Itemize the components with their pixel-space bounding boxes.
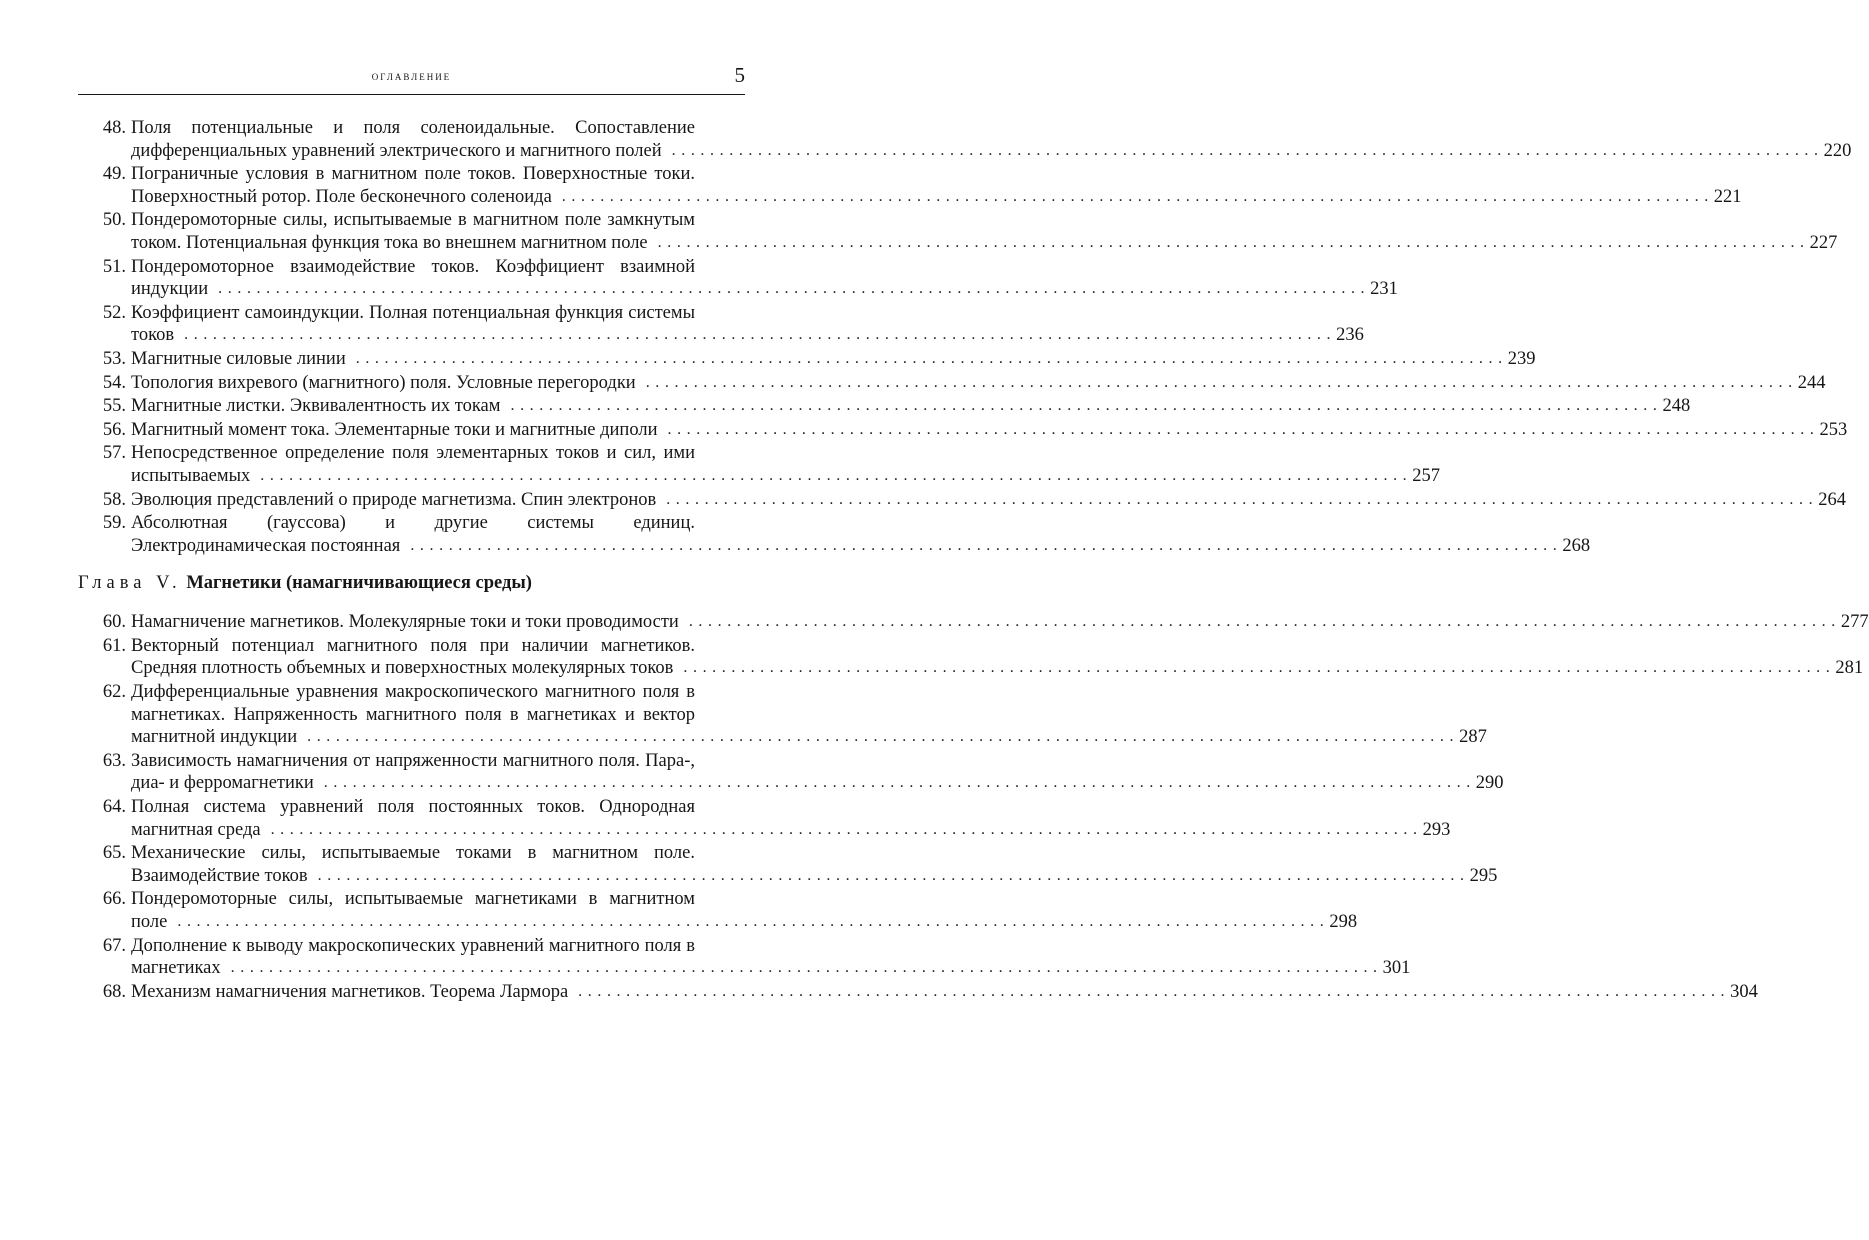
toc-entry[interactable]: [78, 209, 1838, 254]
section-title: Зависимость намагничения от напряженности магнитного поля. Пара-, диа- и ферромагнетики: [131, 750, 695, 794]
page-ref: 277: [1840, 612, 1869, 633]
section-title: Пондеромоторные силы, испытываемые в магнитном поле замкнутым током. Потенциальная функция тока во внешнем магнитном поле: [131, 210, 695, 253]
dot-leader: ........................................................................................................................: [561, 187, 1714, 205]
section-number: 53.: [102, 348, 126, 369]
section-title: Магнитный момент тока. Элементарные токи и магнитные диполи: [131, 419, 658, 440]
section-number: 57.: [102, 443, 126, 464]
page-ref: 239: [1507, 348, 1536, 369]
section-title: Коэффициент самоиндукции. Полная потенциальная функция системы токов: [131, 302, 695, 346]
section-title: Дополнение к выводу макроскопических уравнений магнитного поля в магнетиках: [131, 935, 695, 979]
section-number: 58.: [102, 489, 126, 510]
toc-entry[interactable]: [78, 348, 1536, 371]
section-number: 66.: [102, 889, 126, 910]
page-number: 5: [734, 63, 745, 87]
section-number: 67.: [102, 935, 126, 956]
section-number: 48.: [102, 118, 126, 138]
dot-leader: ........................................................................................................................: [184, 326, 1337, 344]
page-ref: 264: [1818, 489, 1846, 510]
section-number: 54.: [102, 372, 126, 393]
dot-leader: ........................................................................................................................: [218, 280, 1371, 298]
toc-entry[interactable]: [78, 681, 1487, 749]
toc-entry[interactable]: [78, 512, 1591, 557]
page-header: [78, 64, 745, 95]
section-title: Магнитные силовые линии: [131, 348, 346, 369]
section-number: 68.: [102, 981, 126, 1002]
dot-leader: ........................................................................................................................: [323, 774, 1476, 792]
section-number: 64.: [102, 797, 126, 818]
section-title: Намагничение магнетиков. Молекулярные токи и токи проводимости: [131, 612, 679, 633]
toc-entry[interactable]: [78, 842, 1498, 887]
toc-entry[interactable]: [78, 117, 1852, 162]
toc-entry[interactable]: [78, 489, 1846, 512]
dot-leader: ........................................................................................................................: [688, 613, 1841, 631]
page-ref: 290: [1475, 773, 1504, 794]
page-ref: 236: [1336, 325, 1364, 346]
toc-entry[interactable]: [78, 635, 1864, 680]
page-ref: 244: [1797, 372, 1826, 393]
page-ref: 231: [1370, 279, 1398, 300]
section-title: Пондеромоторные силы, испытываемые магнетиками в магнитном поле: [131, 889, 695, 932]
dot-leader: ........................................................................................................................: [578, 982, 1731, 1000]
dot-leader: ........................................................................................................................: [683, 659, 1836, 677]
chapter-title: Магнетики (намагничивающиеся среды): [186, 573, 532, 594]
section-title: Непосредственное определение поля элементарных токов и сил, ими испытываемых: [131, 443, 695, 486]
toc-entry[interactable]: [78, 163, 1742, 208]
dot-leader: ........................................................................................................................: [260, 466, 1413, 484]
toc-entry[interactable]: [78, 256, 1398, 301]
page-ref: 295: [1469, 865, 1498, 886]
section-title: Дифференциальные уравнения макроскопического магнитного поля в магнетиках. Напряженность магнитного поля в магнетиках и вектор магнитной индукции: [131, 682, 695, 748]
page-ref: 268: [1562, 535, 1591, 556]
leader-line: [688, 611, 1869, 634]
chapter-label: Глава V.: [78, 573, 182, 594]
page-ref: 248: [1662, 396, 1691, 417]
toc-entry[interactable]: [78, 395, 1691, 418]
toc-entry[interactable]: [78, 302, 1364, 347]
section-number: 62.: [102, 682, 126, 703]
section-number: 55.: [102, 396, 126, 417]
toc-entry[interactable]: [78, 442, 1441, 487]
section-number: 60.: [102, 612, 126, 633]
section-number: 49.: [102, 164, 126, 185]
toc-entry[interactable]: [78, 372, 1826, 395]
toc-entry[interactable]: [78, 796, 1451, 841]
dot-leader: ........................................................................................................................: [230, 959, 1383, 977]
section-title: Магнитные листки. Эквивалентность их токам: [131, 396, 501, 417]
dot-leader: ........................................................................................................................: [317, 866, 1470, 884]
page-ref: 220: [1823, 140, 1852, 161]
page-ref: 287: [1459, 727, 1487, 748]
dot-leader: ........................................................................................................................: [307, 728, 1460, 746]
running-title: оглавление: [371, 68, 452, 83]
toc-entry[interactable]: [78, 611, 1869, 634]
chapter-heading: [78, 571, 745, 595]
page-ref: 257: [1412, 465, 1441, 486]
page-ref: 227: [1809, 232, 1838, 253]
section-number: 56.: [102, 419, 126, 440]
dot-leader: ........................................................................................................................: [666, 490, 1819, 508]
section-title: Поля потенциальные и поля соленоидальные. Сопоставление дифференциальных уравнений электрического и магнитного полей: [131, 118, 695, 161]
page-ref: 293: [1422, 819, 1451, 840]
page-ref: 304: [1730, 981, 1758, 1002]
section-number: 50.: [102, 210, 126, 231]
dot-leader: ........................................................................................................................: [667, 420, 1820, 438]
table-of-contents: [78, 117, 1869, 1004]
page-ref: 298: [1329, 912, 1358, 932]
section-number: 61.: [102, 635, 126, 656]
section-title: Векторный потенциал магнитного поля при наличии магнетиков. Средняя плотность объемных и поверхностных молекулярных токов: [131, 635, 695, 679]
section-title: Механизм намагничения магнетиков. Теорема Лармора: [131, 981, 569, 1002]
toc-entry[interactable]: [78, 935, 1411, 980]
section-number: 59.: [102, 513, 126, 534]
page-ref: 221: [1713, 186, 1742, 207]
dot-leader: ........................................................................................................................: [657, 233, 1810, 251]
toc-entry[interactable]: [78, 888, 1358, 933]
dot-leader: ........................................................................................................................: [510, 397, 1663, 415]
dot-leader: ........................................................................................................................: [177, 913, 1330, 930]
section-number: 65.: [102, 843, 126, 864]
section-title: Эволюция представлений о природе магнетизма. Спин электронов: [131, 489, 657, 510]
page-ref: 253: [1819, 419, 1848, 440]
dot-leader: ........................................................................................................................: [645, 373, 1798, 391]
section-title: Пондеромоторное взаимодействие токов. Коэффициент взаимной индукции: [131, 256, 695, 300]
section-number: 51.: [102, 256, 126, 277]
section-title: Полная система уравнений поля постоянных токов. Однородная магнитная среда: [131, 797, 695, 840]
page-ref: 301: [1382, 958, 1411, 979]
section-title: Топология вихревого (магнитного) поля. Условные перегородки: [131, 372, 636, 393]
toc-entry[interactable]: [78, 981, 1758, 1004]
dot-leader: ........................................................................................................................: [355, 349, 1508, 367]
dot-leader: ........................................................................................................................: [671, 141, 1824, 159]
section-title: Абсолютная (гауссова) и другие системы единиц. Электродинамическая постоянная: [131, 513, 695, 556]
section-number: 63.: [102, 750, 126, 771]
toc-entry[interactable]: [78, 419, 1848, 442]
page-ref: 281: [1835, 658, 1864, 679]
dot-leader: ........................................................................................................................: [270, 820, 1423, 838]
section-title: Пограничные условия в магнитном поле токов. Поверхностные токи. Поверхностный ротор. Поле бесконечного соленоида: [131, 164, 695, 207]
dot-leader: ........................................................................................................................: [410, 536, 1563, 554]
section-number: 52.: [102, 302, 126, 323]
toc-entry[interactable]: [78, 750, 1504, 795]
section-title: Механические силы, испытываемые токами в магнитном поле. Взаимодействие токов: [131, 843, 695, 886]
